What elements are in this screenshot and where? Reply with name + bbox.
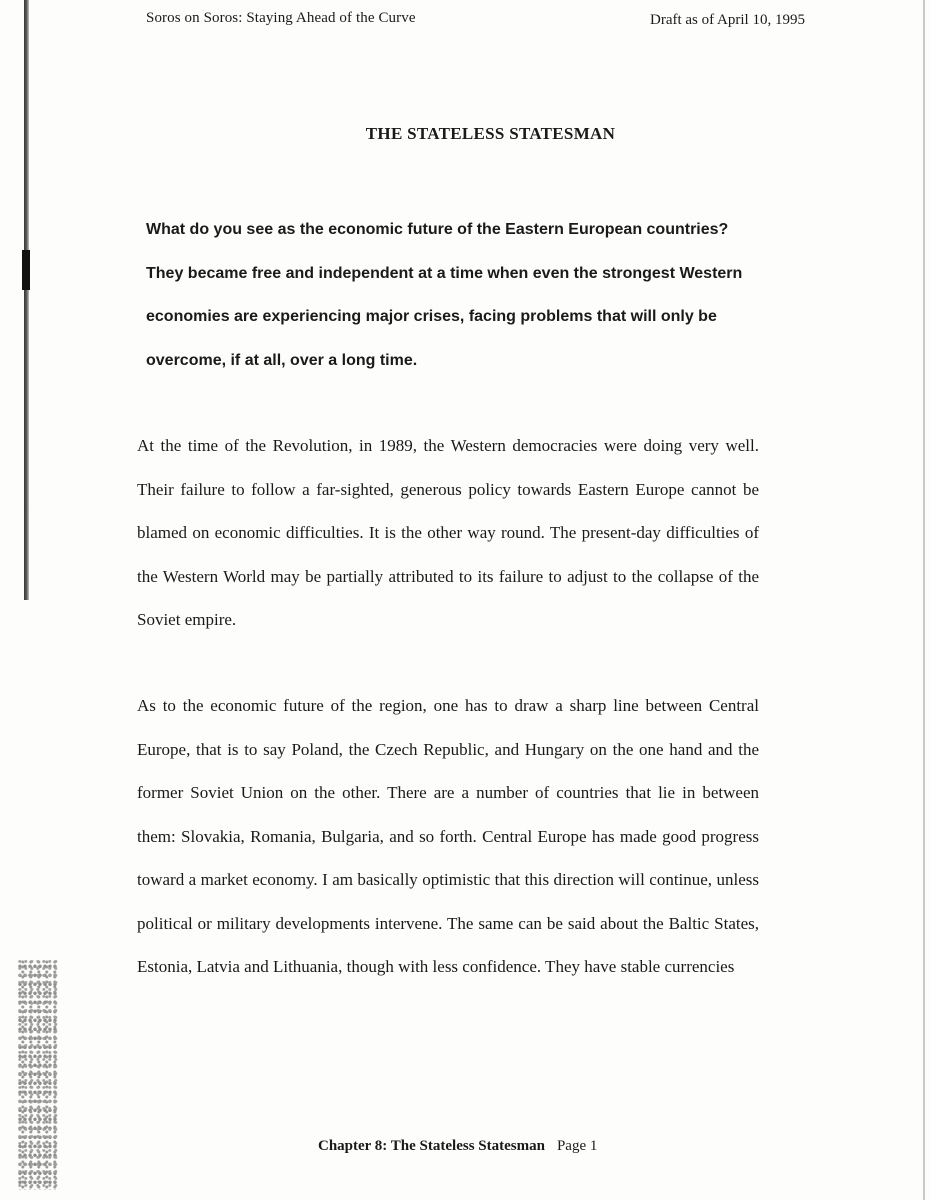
running-header-title: Soros on Soros: Staying Ahead of the Curve bbox=[146, 10, 416, 26]
body-paragraph: At the time of the Revolution, in 1989, the Western democracies were doing very well. Their failure to follow a far-sighted, generous policy towards Eastern Europe cannot be blamed on economic difficulties. It is the other way round. The present-day difficulties of the Western World may be partially attributed to its failure to adjust to the collapse of the Soviet empire. bbox=[137, 436, 759, 629]
footer-page-number: Page 1 bbox=[556, 1138, 598, 1154]
scan-edge-mark bbox=[22, 250, 30, 290]
interview-question: What do you see as the economic future of the Eastern European countries? They became free and independent at a time when even the strongest Western economies are experiencing major crises, facing problems that will only be overcome, if at all, over a long time. bbox=[146, 221, 743, 369]
running-header-date: Draft as of April 10, 1995 bbox=[650, 12, 805, 28]
scan-edge-noise bbox=[18, 960, 58, 1190]
chapter-title: THE STATELESS STATESMAN bbox=[365, 124, 616, 143]
body-paragraph: As to the economic future of the region, one has to draw a sharp line between Central Europe, that is to say Poland, the Czech Republic, and Hungary on the one hand and the former Soviet Union on the other. There are a number of countries that lie in between them: Slovakia, Romania, Bulgaria, and so forth. Central Europe has made good progress toward a market economy. I am basically optimistic that this direction will continue, unless political or military developments intervene. The same can be said about the Baltic States, Estonia, Latvia and Lithuania, though with less confidence. They have stable currencies bbox=[137, 696, 759, 976]
footer-chapter: Chapter 8: The Stateless Statesman bbox=[318, 1138, 545, 1154]
scan-edge-shadow bbox=[24, 0, 29, 600]
scan-edge-right bbox=[923, 0, 925, 1200]
page-footer bbox=[318, 1138, 597, 1155]
